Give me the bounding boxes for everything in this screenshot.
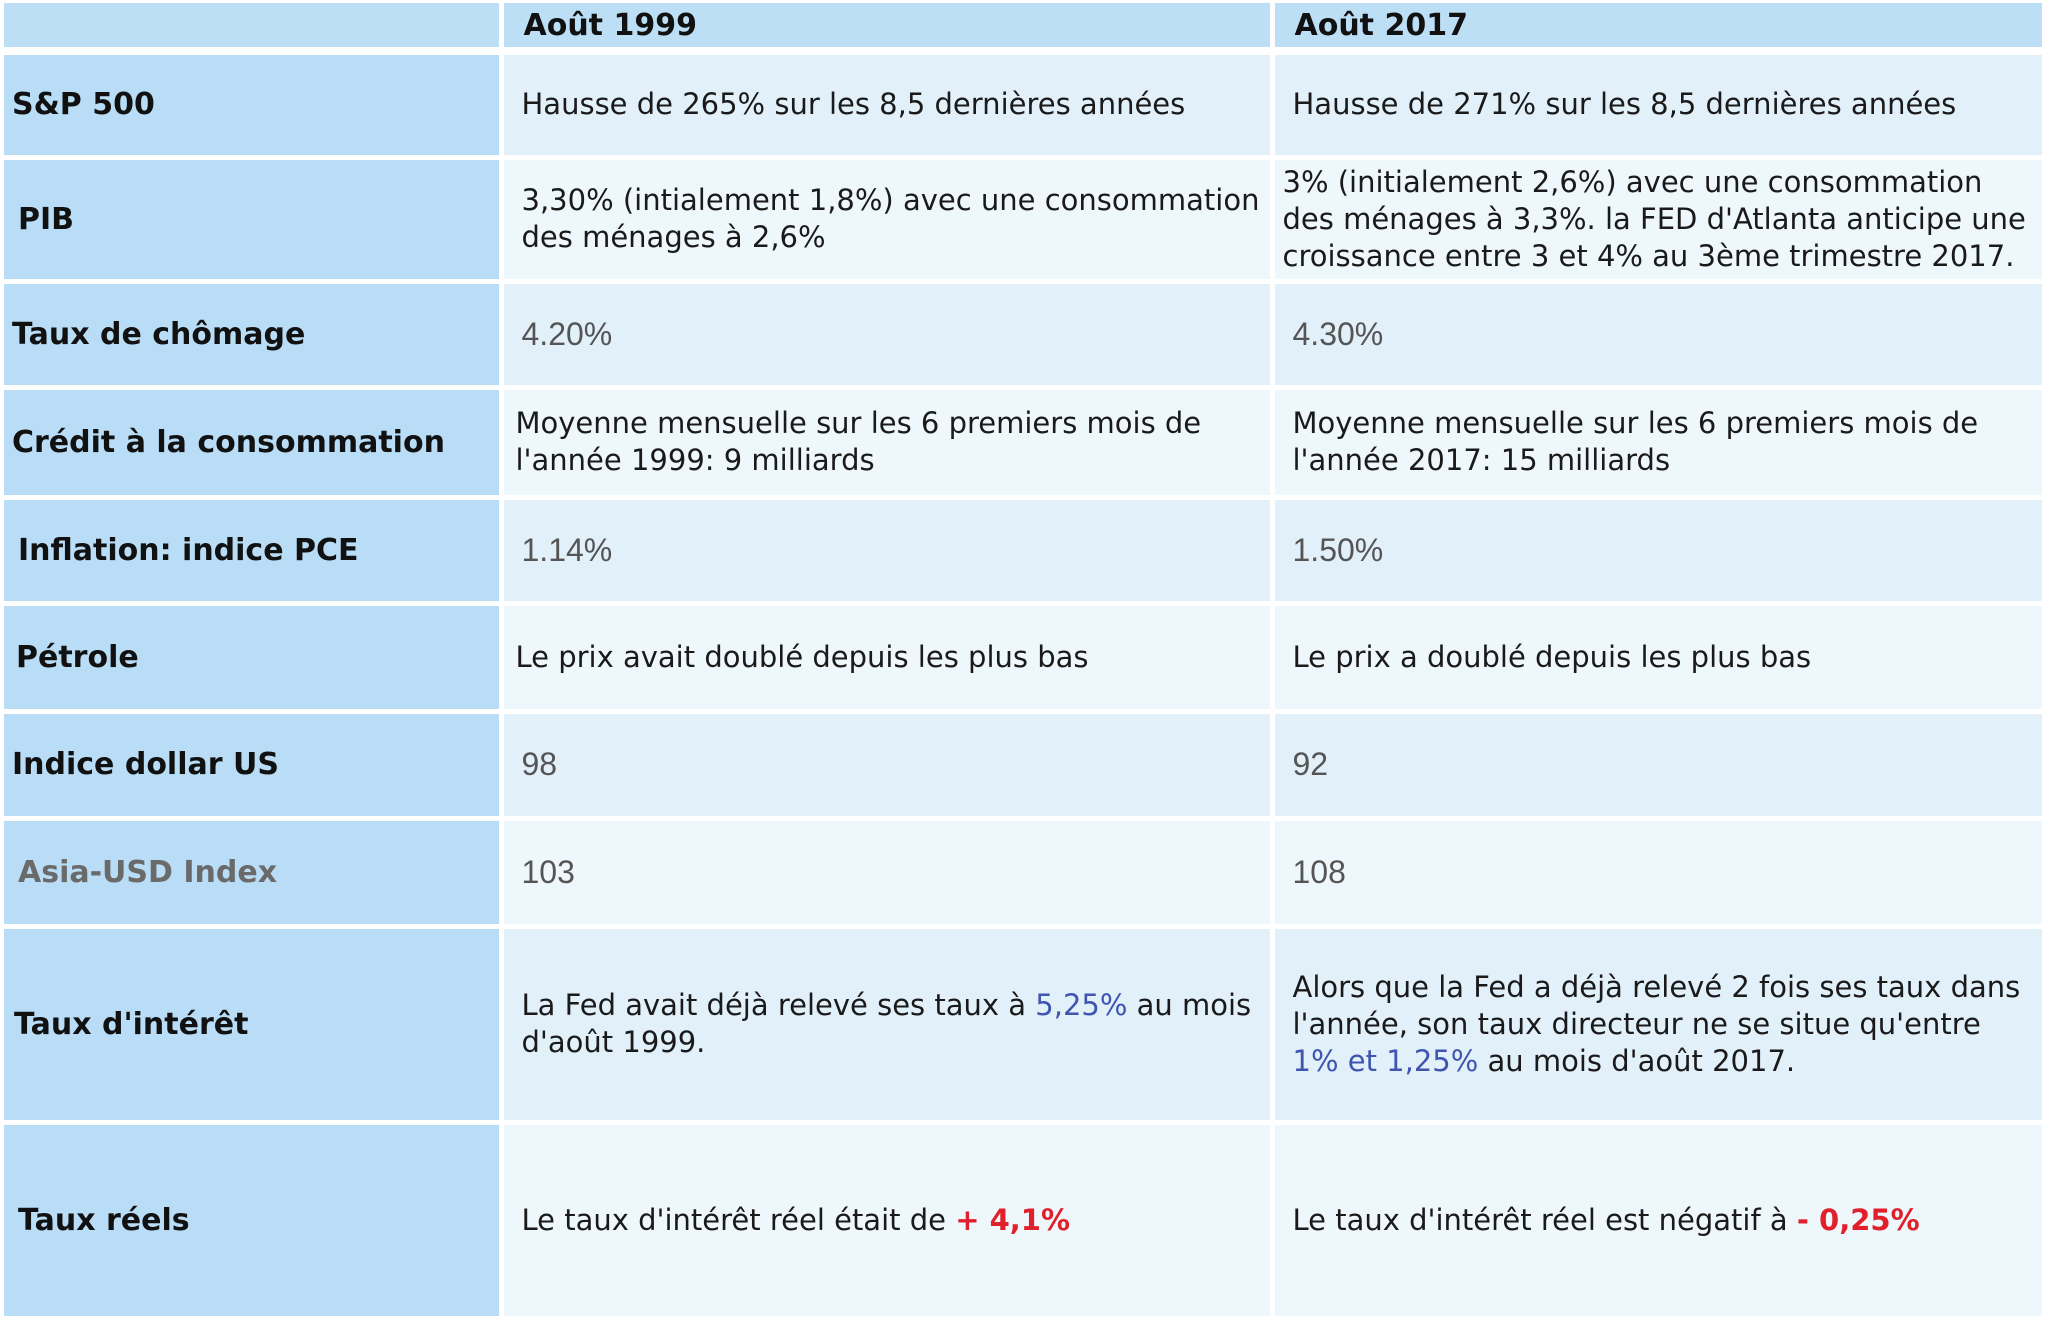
cell-1999: Moyenne mensuelle sur les 6 premiers mois de l'année 1999: 9 milliards	[501, 387, 1272, 497]
row-dollar	[4, 711, 2044, 818]
comparison-table	[4, 3, 2047, 1321]
row-label: Asia-USD Index	[4, 818, 501, 926]
row-label: Crédit à la consommation	[4, 387, 501, 497]
cell-1999: Hausse de 265% sur les 8,5 dernières années	[501, 51, 1272, 157]
cell-1999: 3,30% (intialement 1,8%) avec une consommation des ménages à 2,6%	[501, 157, 1272, 281]
text-before: Le taux d'intérêt réel est négatif à	[1292, 1202, 1797, 1237]
text-before: Alors que la Fed a déjà relevé 2 fois ses taux dans l'année, son taux directeur ne se situe qu'entre	[1292, 969, 2021, 1041]
row-petrole	[4, 603, 2044, 711]
row-credit	[4, 387, 2044, 497]
row-label: Taux de chômage	[4, 281, 501, 387]
header-aout-1999: Août 1999	[501, 3, 1272, 51]
cell-1999	[501, 926, 1272, 1122]
row-label: Inflation: indice PCE	[4, 497, 501, 603]
row-label: Taux d'intérêt	[4, 926, 501, 1122]
cell-1999: 103	[501, 818, 1272, 926]
text-after: au mois d'août 2017.	[1478, 1043, 1796, 1078]
text-after: au mois d'août 1999.	[521, 988, 1252, 1059]
text-before: Le taux d'intérêt réel était de	[521, 1202, 956, 1237]
row-inflation	[4, 497, 2044, 603]
cell-2017: 4.30%	[1272, 281, 2044, 387]
cell-1999: 1.14%	[501, 497, 1272, 603]
row-label: PIB	[4, 157, 501, 281]
row-label: S&P 500	[4, 51, 501, 157]
cell-2017: Moyenne mensuelle sur les 6 premiers mois de l'année 2017: 15 milliards	[1272, 387, 2044, 497]
cell-2017: 92	[1272, 711, 2044, 818]
row-pib	[4, 157, 2044, 281]
row-label: Indice dollar US	[4, 711, 501, 818]
highlight-rate: 1% et 1,25%	[1292, 1043, 1479, 1078]
row-taux-reels	[4, 1122, 2044, 1318]
cell-2017	[1272, 926, 2044, 1122]
cell-1999: 4.20%	[501, 281, 1272, 387]
cell-2017	[1272, 1122, 2044, 1318]
cell-1999	[501, 1122, 1272, 1318]
cell-2017: 3% (initialement 2,6%) avec une consommation des ménages à 3,3%. la FED d'Atlanta anticipe une croissance entre 3 et 4% au 3ème trimestre 2017.	[1272, 157, 2044, 281]
row-asia-usd	[4, 818, 2044, 926]
cell-1999: Le prix avait doublé depuis les plus bas	[501, 603, 1272, 711]
row-sp500	[4, 51, 2044, 157]
cell-2017: Hausse de 271% sur les 8,5 dernières années	[1272, 51, 2044, 157]
highlight-real-rate: + 4,1%	[955, 1202, 1071, 1237]
highlight-real-rate: - 0,25%	[1796, 1202, 1920, 1237]
highlight-rate: 5,25%	[1035, 988, 1128, 1022]
header-row	[4, 3, 2044, 51]
cell-2017: 1.50%	[1272, 497, 2044, 603]
cell-2017: Le prix a doublé depuis les plus bas	[1272, 603, 2044, 711]
row-label: Pétrole	[4, 603, 501, 711]
row-taux-interet	[4, 926, 2044, 1122]
header-corner	[4, 3, 501, 51]
row-label: Taux réels	[4, 1122, 501, 1318]
cell-1999: 98	[501, 711, 1272, 818]
header-aout-2017: Août 2017	[1272, 3, 2044, 51]
text-before: La Fed avait déjà relevé ses taux à	[521, 988, 1036, 1022]
row-chomage	[4, 281, 2044, 387]
cell-2017: 108	[1272, 818, 2044, 926]
